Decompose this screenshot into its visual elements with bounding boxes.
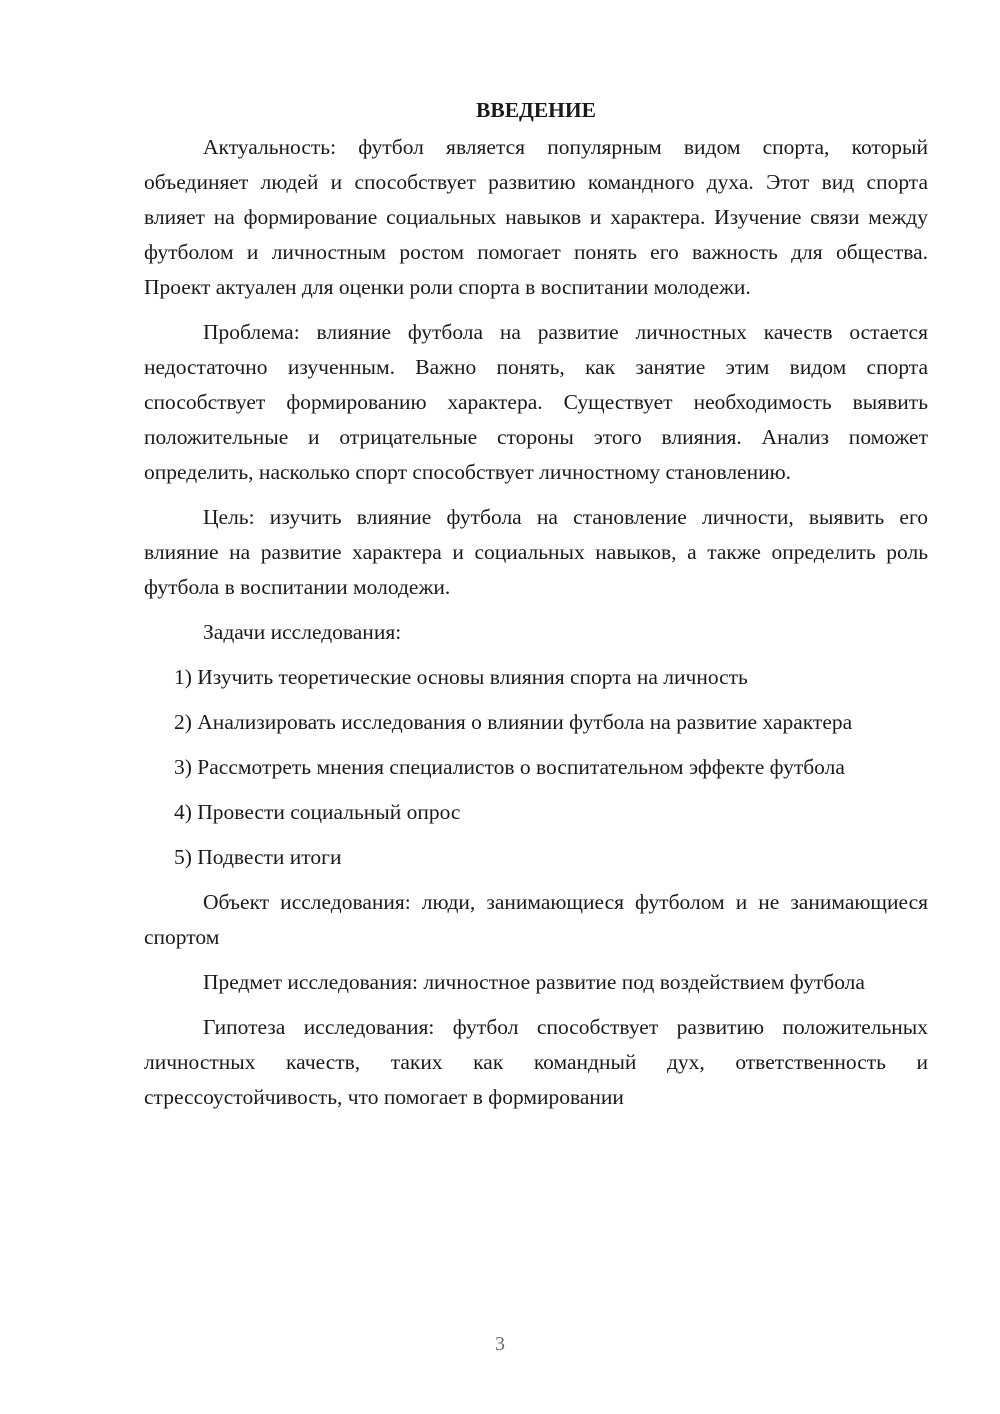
- task-item: 5) Подвести итоги: [174, 845, 342, 869]
- subject-paragraph: Предмет исследования: личностное развитие под воздействием футбола: [203, 970, 865, 994]
- hypothesis-paragraph: Гипотеза исследования: футбол способствует развитию положительных личностных качеств, таких как командный дух, ответственность и стрессоустойчивость, что помогает в формировании: [144, 1015, 928, 1109]
- problem-paragraph: Проблема: влияние футбола на развитие личностных качеств остается недостаточно изученным. Важно понять, как занятие этим видом спорта способствует формированию характера. Существует необходимость выявить положительные и отрицательные стороны этого влияния. Анализ поможет определить, насколько спорт способствует личностному становлению.: [144, 320, 928, 484]
- section-heading: ВВЕДЕНИЕ: [476, 98, 596, 122]
- goal-paragraph: Цель: изучить влияние футбола на становление личности, выявить его влияние на развитие характера и социальных навыков, а также определить роль футбола в воспитании молодежи.: [144, 505, 928, 599]
- page-number: 3: [495, 1333, 505, 1355]
- object-paragraph: Объект исследования: люди, занимающиеся футболом и не занимающиеся спортом: [144, 890, 928, 949]
- task-item: 4) Провести социальный опрос: [174, 800, 461, 824]
- tasks-heading: Задачи исследования:: [203, 620, 402, 644]
- task-item: 1) Изучить теоретические основы влияния спорта на личность: [174, 665, 748, 689]
- page-content: [144, 92, 928, 1125]
- task-item: 3) Рассмотреть мнения специалистов о воспитательном эффекте футбола: [174, 755, 845, 779]
- relevance-paragraph: Актуальность: футбол является популярным видом спорта, который объединяет людей и способствует развитию командного духа. Этот вид спорта влияет на формирование социальных навыков и характера. Изучение связи между футболом и личностным ростом помогает понять его важность для общества. Проект актуален для оценки роли спорта в воспитании молодежи.: [144, 135, 928, 299]
- task-item: 2) Анализировать исследования о влиянии футбола на развитие характера: [174, 710, 853, 734]
